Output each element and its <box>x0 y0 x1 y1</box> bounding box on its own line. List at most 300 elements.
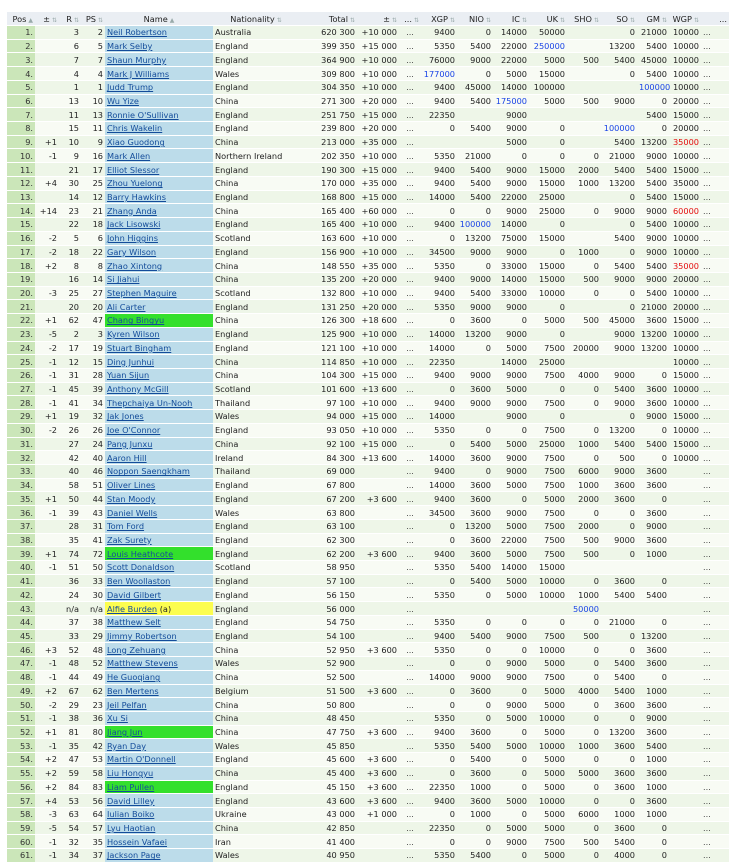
nationality-cell: China <box>213 176 299 190</box>
player-link[interactable]: Zhao Xintong <box>107 260 163 271</box>
r-cell: 15 <box>59 122 81 136</box>
table-row <box>7 149 729 163</box>
total-change-cell: +20 000 <box>357 300 399 314</box>
player-link[interactable]: Stephen Maguire <box>107 288 177 299</box>
uk-cell: 15000 <box>529 561 567 575</box>
ic-cell: 14000 <box>493 80 529 94</box>
change-cell: +1 <box>35 410 59 424</box>
xgp-cell: 0 <box>421 753 457 767</box>
so-cell: 9000 <box>601 533 637 547</box>
more-right-cell: ... <box>701 368 729 382</box>
player-link[interactable]: Liam Pullen <box>107 781 155 792</box>
pos-cell: 6. <box>7 94 35 108</box>
player-link[interactable]: Zak Surety <box>107 534 152 545</box>
total-cell: 271 300 <box>299 94 357 108</box>
ic-cell: 5000 <box>493 341 529 355</box>
col-header-xgp[interactable]: XGP ⇅ <box>421 12 457 26</box>
wgp-cell: 10000 <box>669 423 701 437</box>
player-name-cell <box>105 300 213 314</box>
gm-cell: 0 <box>637 670 669 684</box>
so-cell: 13200 <box>601 423 637 437</box>
player-link[interactable]: Liu Hongyu <box>107 768 154 779</box>
table-row <box>7 108 729 122</box>
player-link[interactable]: Chris Wakelin <box>107 123 163 134</box>
nio-cell <box>457 410 493 424</box>
nio-cell: 0 <box>457 835 493 849</box>
player-link[interactable]: Judd Trump <box>107 82 154 93</box>
player-link[interactable]: David Gilbert <box>107 589 161 600</box>
more-left-cell: ... <box>399 711 421 725</box>
more-left-cell: ... <box>399 108 421 122</box>
player-link[interactable]: Joe O'Connor <box>107 425 161 436</box>
sho-cell: 1000 <box>567 588 601 602</box>
ps-cell: 8 <box>81 259 105 273</box>
total-cell: 45 600 <box>299 753 357 767</box>
sort-icon: ⇅ <box>413 16 419 24</box>
player-link[interactable]: Daniel Wells <box>107 507 158 518</box>
player-link[interactable]: Neil Robertson <box>107 27 167 38</box>
player-link[interactable]: Kyren Wilson <box>107 329 160 340</box>
more-right-cell: ... <box>701 478 729 492</box>
player-link[interactable]: Mark Selby <box>107 41 153 52</box>
nationality-cell: Ireland <box>213 451 299 465</box>
change-cell: -1 <box>35 355 59 369</box>
total-change-cell <box>357 670 399 684</box>
change-cell: +14 <box>35 204 59 218</box>
r-cell: 47 <box>59 753 81 767</box>
nio-cell: 9000 <box>457 670 493 684</box>
sho-cell: 1000 <box>567 437 601 451</box>
col-header-ic[interactable]: IC ⇅ <box>493 12 529 26</box>
total-cell: 132 800 <box>299 286 357 300</box>
r-cell: 42 <box>59 451 81 465</box>
total-change-cell: +10 000 <box>357 80 399 94</box>
ic-cell: 5000 <box>493 478 529 492</box>
player-name-cell <box>105 423 213 437</box>
change-cell <box>35 108 59 122</box>
uk-cell: 5000 <box>529 849 567 863</box>
total-change-cell: +10 000 <box>357 286 399 300</box>
wgp-cell: 10000 <box>669 355 701 369</box>
col-header-ps[interactable]: PS ⇅ <box>81 12 105 26</box>
player-link[interactable]: Lyu Haotian <box>107 823 156 834</box>
player-link[interactable]: Scott Donaldson <box>107 562 175 573</box>
uk-cell <box>529 602 567 616</box>
nio-cell: 13200 <box>457 327 493 341</box>
r-cell: 41 <box>59 396 81 410</box>
total-change-cell: +13 600 <box>357 451 399 465</box>
col-header-nio[interactable]: NIO ⇅ <box>457 12 493 26</box>
player-name-cell <box>105 272 213 286</box>
nio-cell: 0 <box>457 26 493 40</box>
player-link[interactable]: Jeil Pelfan <box>107 699 147 710</box>
more-left-cell: ... <box>399 561 421 575</box>
xgp-cell: 5350 <box>421 259 457 273</box>
more-right-cell: ... <box>701 629 729 643</box>
wgp-cell: 20000 <box>669 94 701 108</box>
more-left-cell: ... <box>399 574 421 588</box>
gm-cell: 5400 <box>637 218 669 232</box>
player-link[interactable]: Tom Ford <box>107 521 145 532</box>
col-header-nationality[interactable]: Nationality ⇅ <box>213 12 299 26</box>
wgp-cell: 10000 <box>669 67 701 81</box>
gm-cell: 5400 <box>637 286 669 300</box>
sho-cell: 0 <box>567 574 601 588</box>
sho-cell: 500 <box>567 533 601 547</box>
uk-cell: 7500 <box>529 478 567 492</box>
player-link[interactable]: Anthony McGill <box>107 384 169 395</box>
more-left-cell: ... <box>399 163 421 177</box>
total-change-cell <box>357 739 399 753</box>
player-link[interactable]: Ali Carter <box>107 301 146 312</box>
nationality-cell: China <box>213 368 299 382</box>
player-link[interactable]: Louis Heathcote <box>107 548 174 559</box>
ps-cell: 23 <box>81 698 105 712</box>
sort-icon: ⇅ <box>97 16 103 24</box>
ic-cell <box>493 602 529 616</box>
ic-cell: 5000 <box>493 437 529 451</box>
ps-cell: 46 <box>81 465 105 479</box>
player-name-cell <box>105 547 213 561</box>
total-cell: 163 600 <box>299 231 357 245</box>
r-cell: 63 <box>59 807 81 821</box>
total-change-cell <box>357 698 399 712</box>
table-row <box>7 588 729 602</box>
total-change-cell: +15 000 <box>357 368 399 382</box>
more-left-cell: ... <box>399 53 421 67</box>
uk-cell: 0 <box>529 615 567 629</box>
so-cell: 100000 <box>601 122 637 136</box>
total-change-cell: +20 000 <box>357 122 399 136</box>
sho-cell <box>567 218 601 232</box>
uk-cell: 15000 <box>529 67 567 81</box>
player-link[interactable]: Mark Allen <box>107 150 151 161</box>
col-header-pos[interactable]: Pos ▲ <box>7 12 35 26</box>
total-cell: 126 300 <box>299 314 357 328</box>
col-header-wgp[interactable]: WGP ⇅ <box>669 12 701 26</box>
player-link[interactable]: Jack Lisowski <box>107 219 161 230</box>
player-link[interactable]: Jackson Page <box>107 850 161 861</box>
col-header-total[interactable]: Total ⇅ <box>299 12 357 26</box>
xgp-cell: 9400 <box>421 80 457 94</box>
r-cell: 21 <box>59 163 81 177</box>
xgp-cell: 9400 <box>421 368 457 382</box>
player-link[interactable]: Yuan Sijun <box>107 370 150 381</box>
ps-cell: 9 <box>81 135 105 149</box>
player-link[interactable]: Iulian Boiko <box>107 809 155 820</box>
player-link[interactable]: Noppon Saengkham <box>107 466 190 477</box>
col-header-more-right[interactable]: ... <box>701 12 729 26</box>
nationality-cell: England <box>213 108 299 122</box>
player-link[interactable]: Alfie Burden <box>107 603 158 614</box>
wgp-cell <box>669 739 701 753</box>
col-header-change[interactable]: ± ⇅ <box>35 12 59 26</box>
gm-cell: 3600 <box>637 643 669 657</box>
player-link[interactable]: Long Zehuang <box>107 644 166 655</box>
gm-cell: 0 <box>637 492 669 506</box>
player-link[interactable]: Hossein Vafaei <box>107 836 167 847</box>
wgp-cell: 10000 <box>669 39 701 53</box>
total-cell: 251 750 <box>299 108 357 122</box>
sho-cell: 500 <box>567 547 601 561</box>
change-cell <box>35 615 59 629</box>
total-cell: 202 350 <box>299 149 357 163</box>
total-change-cell: +10 000 <box>357 245 399 259</box>
more-right-cell: ... <box>701 26 729 40</box>
player-name-cell <box>105 204 213 218</box>
total-change-cell: +10 000 <box>357 327 399 341</box>
nationality-cell: England <box>213 80 299 94</box>
player-link[interactable]: Si Jiahui <box>107 274 140 285</box>
player-link[interactable]: David Lilley <box>107 795 155 806</box>
col-header-sho[interactable]: SHO ⇅ <box>567 12 601 26</box>
r-cell: 23 <box>59 204 81 218</box>
player-link[interactable]: Xu Si <box>107 713 128 724</box>
more-right-cell: ... <box>701 547 729 561</box>
player-link[interactable]: Ben Mertens <box>107 685 159 696</box>
nio-cell <box>457 135 493 149</box>
player-link[interactable]: Jiang Jun <box>107 727 143 738</box>
nationality-cell: England <box>213 547 299 561</box>
player-link[interactable]: Pang Junxu <box>107 438 153 449</box>
r-cell: 26 <box>59 423 81 437</box>
sho-cell: 0 <box>567 643 601 657</box>
col-header-uk[interactable]: UK ⇅ <box>529 12 567 26</box>
player-link[interactable]: John Higgins <box>107 233 158 244</box>
more-left-cell: ... <box>399 122 421 136</box>
table-row <box>7 368 729 382</box>
player-link[interactable]: Jak Jones <box>107 411 144 422</box>
player-link[interactable]: Ryan Day <box>107 740 147 751</box>
more-left-cell: ... <box>399 382 421 396</box>
xgp-cell: 5350 <box>421 561 457 575</box>
total-cell: 170 000 <box>299 176 357 190</box>
gm-cell: 1000 <box>637 547 669 561</box>
wgp-cell <box>669 698 701 712</box>
ic-cell: 0 <box>493 149 529 163</box>
nationality-cell: China <box>213 437 299 451</box>
player-link[interactable]: Matthew Selt <box>107 617 161 628</box>
ic-cell: 5000 <box>493 547 529 561</box>
r-cell: 1 <box>59 80 81 94</box>
pos-cell: 32. <box>7 451 35 465</box>
more-left-cell: ... <box>399 451 421 465</box>
change-cell: -3 <box>35 807 59 821</box>
xgp-cell: 14000 <box>421 451 457 465</box>
xgp-cell: 22350 <box>421 355 457 369</box>
wgp-cell <box>669 725 701 739</box>
player-link[interactable]: Mark J Williams <box>107 68 170 79</box>
ic-cell: 14000 <box>493 218 529 232</box>
sho-cell: 50000 <box>567 602 601 616</box>
nationality-cell: Australia <box>213 26 299 40</box>
nationality-cell: Wales <box>213 67 299 81</box>
so-cell: 9000 <box>601 396 637 410</box>
player-link[interactable]: Zhang Anda <box>107 205 157 216</box>
uk-cell: 25000 <box>529 437 567 451</box>
ps-cell: 11 <box>81 122 105 136</box>
player-link[interactable]: Aaron Hill <box>107 452 147 463</box>
xgp-cell: 22350 <box>421 108 457 122</box>
sort-icon: ⇅ <box>449 16 455 24</box>
player-name-cell <box>105 149 213 163</box>
sho-cell <box>567 190 601 204</box>
ic-cell: 0 <box>493 753 529 767</box>
total-cell: 121 100 <box>299 341 357 355</box>
sort-up-icon: ▲ <box>169 16 175 24</box>
player-link[interactable]: Zhou Yuelong <box>107 178 163 189</box>
ps-cell: 7 <box>81 53 105 67</box>
more-right-cell: ... <box>701 300 729 314</box>
player-link[interactable]: Stan Moody <box>107 493 156 504</box>
nio-cell: 0 <box>457 643 493 657</box>
uk-cell: 5000 <box>529 53 567 67</box>
more-left-cell: ... <box>399 204 421 218</box>
player-name-cell <box>105 176 213 190</box>
col-header-gm[interactable]: GM ⇅ <box>637 12 669 26</box>
total-change-cell: +15 000 <box>357 163 399 177</box>
player-link[interactable]: Wu Yize <box>107 95 139 106</box>
sho-cell: 500 <box>567 314 601 328</box>
player-link[interactable]: He Guoqiang <box>107 672 161 683</box>
total-change-cell <box>357 588 399 602</box>
sho-cell <box>567 135 601 149</box>
r-cell: 58 <box>59 478 81 492</box>
more-right-cell: ... <box>701 753 729 767</box>
ic-cell: 0 <box>493 492 529 506</box>
pos-cell: 42. <box>7 588 35 602</box>
r-cell: 53 <box>59 794 81 808</box>
player-name-cell <box>105 574 213 588</box>
gm-cell <box>637 355 669 369</box>
ps-cell: 49 <box>81 670 105 684</box>
ic-cell: 9000 <box>493 163 529 177</box>
uk-cell: 5000 <box>529 753 567 767</box>
ps-cell: 29 <box>81 629 105 643</box>
ic-cell: 0 <box>493 314 529 328</box>
more-left-cell: ... <box>399 300 421 314</box>
uk-cell: 50000 <box>529 26 567 40</box>
uk-cell: 7500 <box>529 547 567 561</box>
wgp-cell <box>669 849 701 863</box>
wgp-cell: 15000 <box>669 108 701 122</box>
player-link[interactable]: Oliver Lines <box>107 480 156 491</box>
ic-cell: 5000 <box>493 739 529 753</box>
xgp-cell: 5350 <box>421 149 457 163</box>
sort-icon: ⇅ <box>661 16 667 24</box>
player-link[interactable]: Jimmy Robertson <box>107 630 177 641</box>
player-link[interactable]: Matthew Stevens <box>107 658 178 669</box>
player-link[interactable]: Ben Woollaston <box>107 576 171 587</box>
more-right-cell: ... <box>701 80 729 94</box>
ic-cell: 9000 <box>493 204 529 218</box>
r-cell: 29 <box>59 698 81 712</box>
pos-cell: 17. <box>7 245 35 259</box>
player-link[interactable]: Barry Hawkins <box>107 191 167 202</box>
more-left-cell: ... <box>399 423 421 437</box>
pos-cell: 27. <box>7 382 35 396</box>
total-cell: 63 800 <box>299 506 357 520</box>
player-name-cell <box>105 368 213 382</box>
so-cell: 13200 <box>601 176 637 190</box>
uk-cell: 10000 <box>529 574 567 588</box>
more-right-cell: ... <box>701 163 729 177</box>
more-left-cell: ... <box>399 698 421 712</box>
total-cell: 97 100 <box>299 396 357 410</box>
more-right-cell: ... <box>701 231 729 245</box>
player-link[interactable]: Xiao Guodong <box>107 137 165 148</box>
col-header-name[interactable]: Name ▲ <box>105 12 213 26</box>
player-link[interactable]: Ronnie O'Sullivan <box>107 109 179 120</box>
so-cell: 3600 <box>601 821 637 835</box>
so-cell: 3600 <box>601 780 637 794</box>
so-cell: 0 <box>601 190 637 204</box>
r-cell: 12 <box>59 355 81 369</box>
more-left-cell: ... <box>399 190 421 204</box>
wgp-cell: 35000 <box>669 259 701 273</box>
more-left-cell: ... <box>399 368 421 382</box>
player-link[interactable]: Gary Wilson <box>107 246 157 257</box>
wgp-cell: 10000 <box>669 382 701 396</box>
pos-cell: 31. <box>7 437 35 451</box>
r-cell: 35 <box>59 739 81 753</box>
total-change-cell: +20 000 <box>357 94 399 108</box>
player-link[interactable]: Ding Junhui <box>107 356 155 367</box>
nio-cell: 13200 <box>457 231 493 245</box>
gm-cell: 0 <box>637 451 669 465</box>
col-header-more-left[interactable]: ... ⇅ <box>399 12 421 26</box>
total-cell: 69 000 <box>299 465 357 479</box>
uk-cell: 5000 <box>529 807 567 821</box>
uk-cell: 0 <box>529 245 567 259</box>
table-row <box>7 286 729 300</box>
change-cell: -1 <box>35 506 59 520</box>
player-link[interactable]: Thepchaiya Un-Nooh <box>107 397 193 408</box>
more-right-cell: ... <box>701 437 729 451</box>
so-cell: 9000 <box>601 368 637 382</box>
player-name-cell <box>105 615 213 629</box>
gm-cell: 5400 <box>637 437 669 451</box>
gm-cell: 3600 <box>637 533 669 547</box>
nio-cell: 3600 <box>457 451 493 465</box>
player-link[interactable]: Stuart Bingham <box>107 342 172 353</box>
col-header-so[interactable]: SO ⇅ <box>601 12 637 26</box>
so-cell: 5400 <box>601 588 637 602</box>
player-name-cell <box>105 410 213 424</box>
nationality-cell: England <box>213 602 299 616</box>
more-left-cell: ... <box>399 588 421 602</box>
col-header-total-change[interactable]: ± ⇅ <box>357 12 399 26</box>
ps-cell: 72 <box>81 547 105 561</box>
table-row <box>7 300 729 314</box>
sho-cell: 0 <box>567 382 601 396</box>
player-link[interactable]: Martin O'Donnell <box>107 754 176 765</box>
table-row <box>7 506 729 520</box>
ps-cell: 62 <box>81 684 105 698</box>
player-link[interactable]: Shaun Murphy <box>107 54 167 65</box>
player-link[interactable]: Chang Bingyu <box>107 315 165 326</box>
player-link[interactable]: Elliot Slessor <box>107 164 160 175</box>
col-header-r[interactable]: R ⇅ <box>59 12 81 26</box>
gm-cell: 1000 <box>637 807 669 821</box>
more-left-cell: ... <box>399 519 421 533</box>
sort-icon: ⇅ <box>349 16 355 24</box>
wgp-cell: 10000 <box>669 80 701 94</box>
r-cell: 30 <box>59 176 81 190</box>
ic-cell: 75000 <box>493 231 529 245</box>
uk-cell: 0 <box>529 122 567 136</box>
so-cell <box>601 561 637 575</box>
